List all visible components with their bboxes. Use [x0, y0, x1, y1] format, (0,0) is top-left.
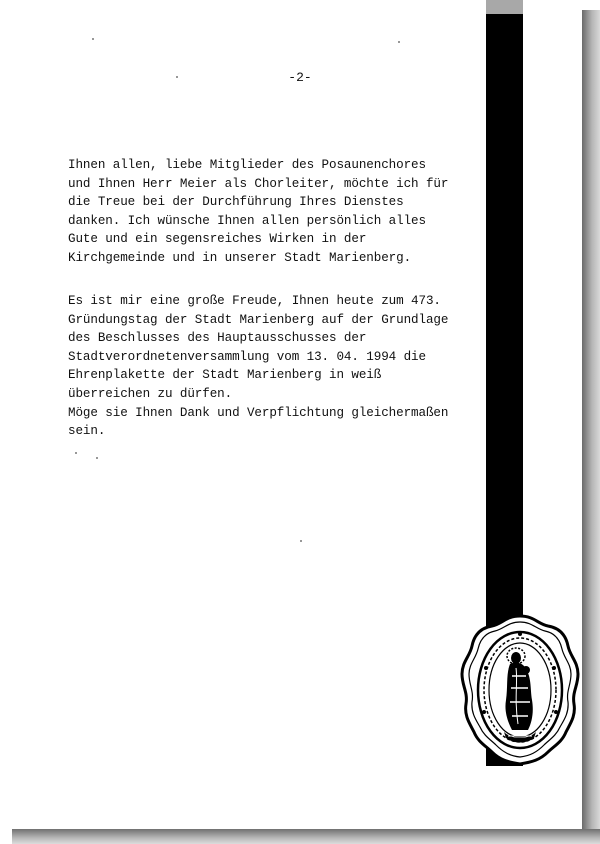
text-line: Stadtverordnetenversammlung vom 13. 04. 1994 die: [68, 349, 426, 364]
text-line: danken. Ich wünsche Ihnen allen persönlich alles: [68, 213, 426, 228]
paragraph-2: [68, 292, 478, 441]
text-line: des Beschlusses des Hauptausschusses der: [68, 331, 367, 346]
text-line: sein.: [68, 424, 106, 439]
text-line: Gute und ein segensreiches Wirken in der: [68, 232, 367, 247]
scan-speck: [75, 452, 77, 454]
text-line: überreichen zu dürfen.: [68, 386, 233, 401]
text-line: Ehrenplakette der Stadt Marienberg in weiß: [68, 368, 382, 383]
text-line: Möge sie Ihnen Dank und Verpflichtung gleichermaßen: [68, 405, 449, 420]
page-number: -2-: [288, 70, 312, 85]
scan-speck: [92, 38, 94, 40]
text-line: Gründungstag der Stadt Marienberg auf der Grundlage: [68, 312, 449, 327]
scan-speck: [300, 540, 302, 542]
top-gray-tab: [486, 0, 523, 14]
scan-speck: [176, 76, 178, 78]
scan-speck: [398, 41, 400, 43]
text-line: und Ihnen Herr Meier als Chorleiter, möchte ich für: [68, 176, 449, 191]
text-line: Es ist mir eine große Freude, Ihnen heute zum 473.: [68, 294, 441, 308]
text-line: die Treue bei der Durchführung Ihres Dienstes: [68, 195, 404, 210]
text-line: Kirchgemeinde und in unserer Stadt Marienberg.: [68, 250, 412, 265]
text-line: Ihnen allen, liebe Mitglieder des Posaunenchores: [68, 158, 426, 172]
page-shadow-bottom: [12, 829, 600, 844]
madonna-seal-icon: [456, 612, 584, 768]
scan-speck: [96, 457, 98, 459]
page-shadow-right: [582, 10, 600, 844]
paragraph-1: [68, 156, 478, 268]
